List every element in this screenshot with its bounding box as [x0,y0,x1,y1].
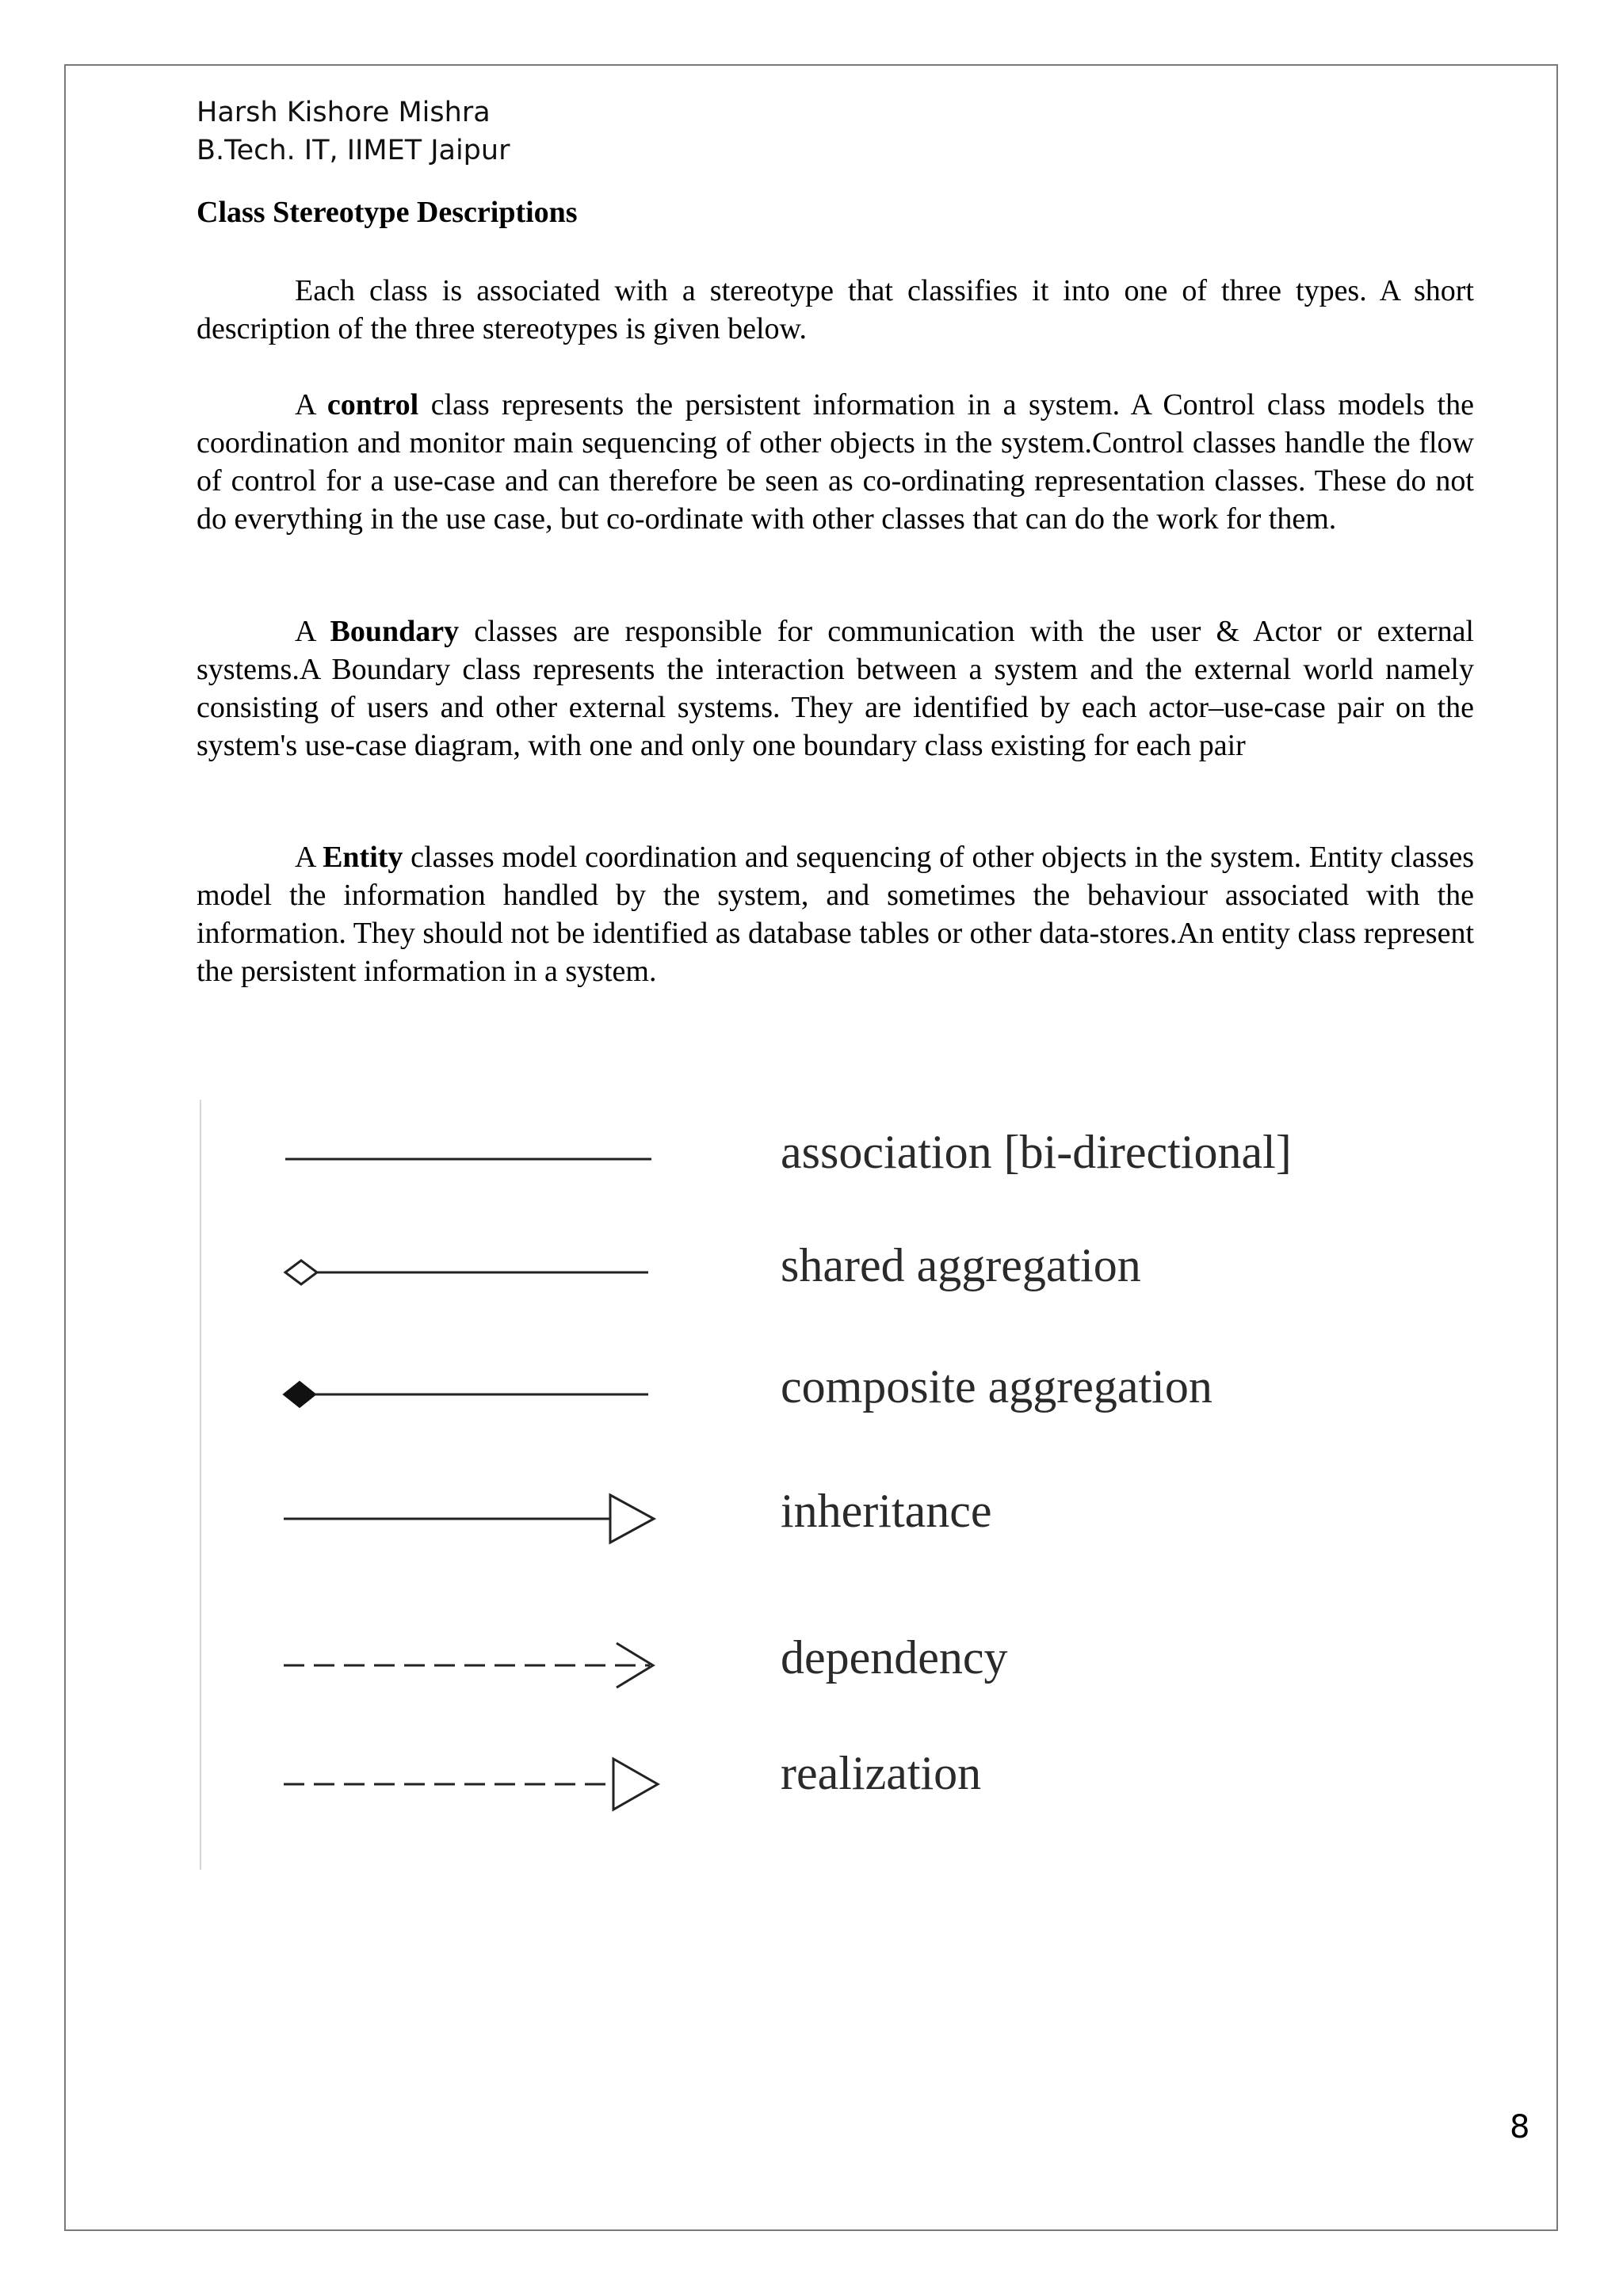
entity-paragraph [197,838,1474,990]
page-header [197,93,510,170]
filled-diamond-line-icon [277,1347,674,1434]
legend-left-rule [200,1100,201,1870]
legend-row-composite-aggregation [277,1347,1387,1434]
boundary-text: classes are responsible for communication with the user & Actor or external systems.A Boundary class represents the interaction between a system and the external world namely consisting of users and other external systems. They are identified by each actor–use-case pair on the system's use-case diagram, with one and only one boundary class existing for each pair [197,615,1474,762]
control-term: control [327,388,419,421]
control-lead: A [295,388,327,421]
association-label: association [bi-directional] [781,1126,1292,1178]
legend-row-shared-aggregation [277,1224,1387,1311]
legend-row-dependency [277,1616,1387,1703]
entity-lead: A [295,841,323,874]
intro-paragraph: Each class is associated with a stereotype that classifies it into one of three types. A short description of the three stereotypes is given below. [197,274,1474,345]
composite-aggregation-label: composite aggregation [781,1360,1212,1413]
page-number: 8 [1510,2109,1530,2145]
legend-row-inheritance [277,1470,1387,1557]
dependency-label: dependency [781,1631,1008,1684]
dashed-open-arrow-icon [277,1616,674,1703]
author-affiliation: B.Tech. IT, IIMET Jaipur [197,135,510,166]
section-heading: Class Stereotype Descriptions [197,196,578,229]
legend-row-realization [277,1735,1387,1822]
dashed-hollow-triangle-icon [277,1735,674,1822]
control-paragraph [197,386,1474,538]
hollow-triangle-arrow-icon [277,1470,674,1557]
author-name: Harsh Kishore Mishra [197,97,491,128]
entity-text: classes model coordination and sequencing of other objects in the system. Entity classes model the information handled by the system, and sometimes the behaviour associated with the information. They should not be identified as database tables or other data-stores.An entity class represent the persistent information in a system. [197,841,1474,988]
shared-aggregation-label: shared aggregation [781,1239,1141,1291]
boundary-lead: A [295,615,330,648]
control-text: class represents the persistent information in a system. A Control class models the coordination and monitor main sequencing of other objects in the system.Control classes handle the flow of control for a use-case and can therefore be seen as co-ordinating representation classes. These do not do everything in the use case, but co-ordinate with other classes that can do the work for them. [197,388,1474,536]
inheritance-label: inheritance [781,1485,992,1537]
hollow-diamond-line-icon [277,1224,674,1311]
legend-row-association [277,1109,1387,1196]
realization-label: realization [781,1747,982,1799]
uml-relationship-legend [277,1109,1387,1838]
entity-term: Entity [323,841,403,874]
association-line-icon [277,1109,674,1196]
boundary-term: Boundary [330,615,460,648]
boundary-paragraph [197,612,1474,765]
